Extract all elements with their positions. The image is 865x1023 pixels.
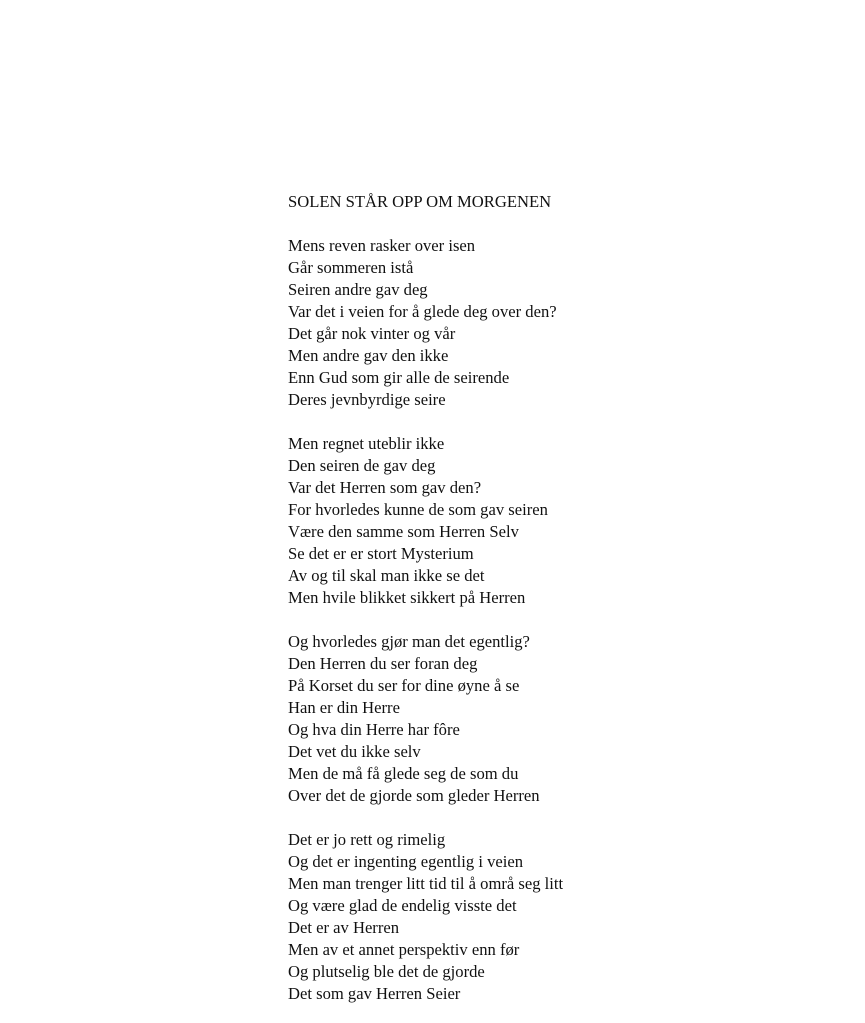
poem-line: Var det Herren som gav den? (288, 478, 482, 497)
poem-line: Være den samme som Herren Selv (288, 522, 519, 541)
poem-line: For hvorledes kunne de som gav seiren (288, 500, 548, 519)
poem-line: Det er jo rett og rimelig (288, 830, 446, 849)
stanza-4 (288, 829, 828, 1005)
poem-line: Det går nok vinter og vår (288, 324, 456, 343)
poem (288, 191, 828, 1005)
poem-line: Deres jevnbyrdige seire (288, 390, 446, 409)
poem-line: Enn Gud som gir alle de seirende (288, 368, 510, 387)
poem-line: Og være glad de endelig visste det (288, 896, 517, 915)
poem-line: Det er av Herren (288, 918, 400, 937)
poem-line: Den seiren de gav deg (288, 456, 436, 475)
poem-line: Over det de gjorde som gleder Herren (288, 786, 540, 805)
poem-line: Det som gav Herren Seier (288, 984, 461, 1003)
poem-line: Var det i veien for å glede deg over den? (288, 302, 557, 321)
poem-line: Men regnet uteblir ikke (288, 434, 445, 453)
poem-line: Det vet du ikke selv (288, 742, 421, 761)
poem-line: Men hvile blikket sikkert på Herren (288, 588, 526, 607)
poem-line: Av og til skal man ikke se det (288, 566, 485, 585)
poem-line: På Korset du ser for dine øyne å se (288, 676, 520, 695)
poem-line: Men andre gav den ikke (288, 346, 449, 365)
stanza-3 (288, 631, 828, 807)
poem-line: Går sommeren istå (288, 258, 414, 277)
poem-line: Og det er ingenting egentlig i veien (288, 852, 524, 871)
stanza-1 (288, 235, 828, 411)
stanza-2 (288, 433, 828, 609)
poem-line: Og plutselig ble det de gjorde (288, 962, 485, 981)
poem-line: Og hvorledes gjør man det egentlig? (288, 632, 530, 651)
poem-line: Men de må få glede seg de som du (288, 764, 519, 783)
poem-line: Den Herren du ser foran deg (288, 654, 478, 673)
poem-line: Mens reven rasker over isen (288, 236, 476, 255)
poem-line: Se det er er stort Mysterium (288, 544, 474, 563)
poem-line: Seiren andre gav deg (288, 280, 428, 299)
poem-line: Men man trenger litt tid til å områ seg litt (288, 874, 564, 893)
poem-line: Men av et annet perspektiv enn før (288, 940, 520, 959)
poem-line: Og hva din Herre har fôre (288, 720, 460, 739)
poem-line: Han er din Herre (288, 698, 400, 717)
poem-title: SOLEN STÅR OPP OM MORGENEN (288, 192, 552, 211)
